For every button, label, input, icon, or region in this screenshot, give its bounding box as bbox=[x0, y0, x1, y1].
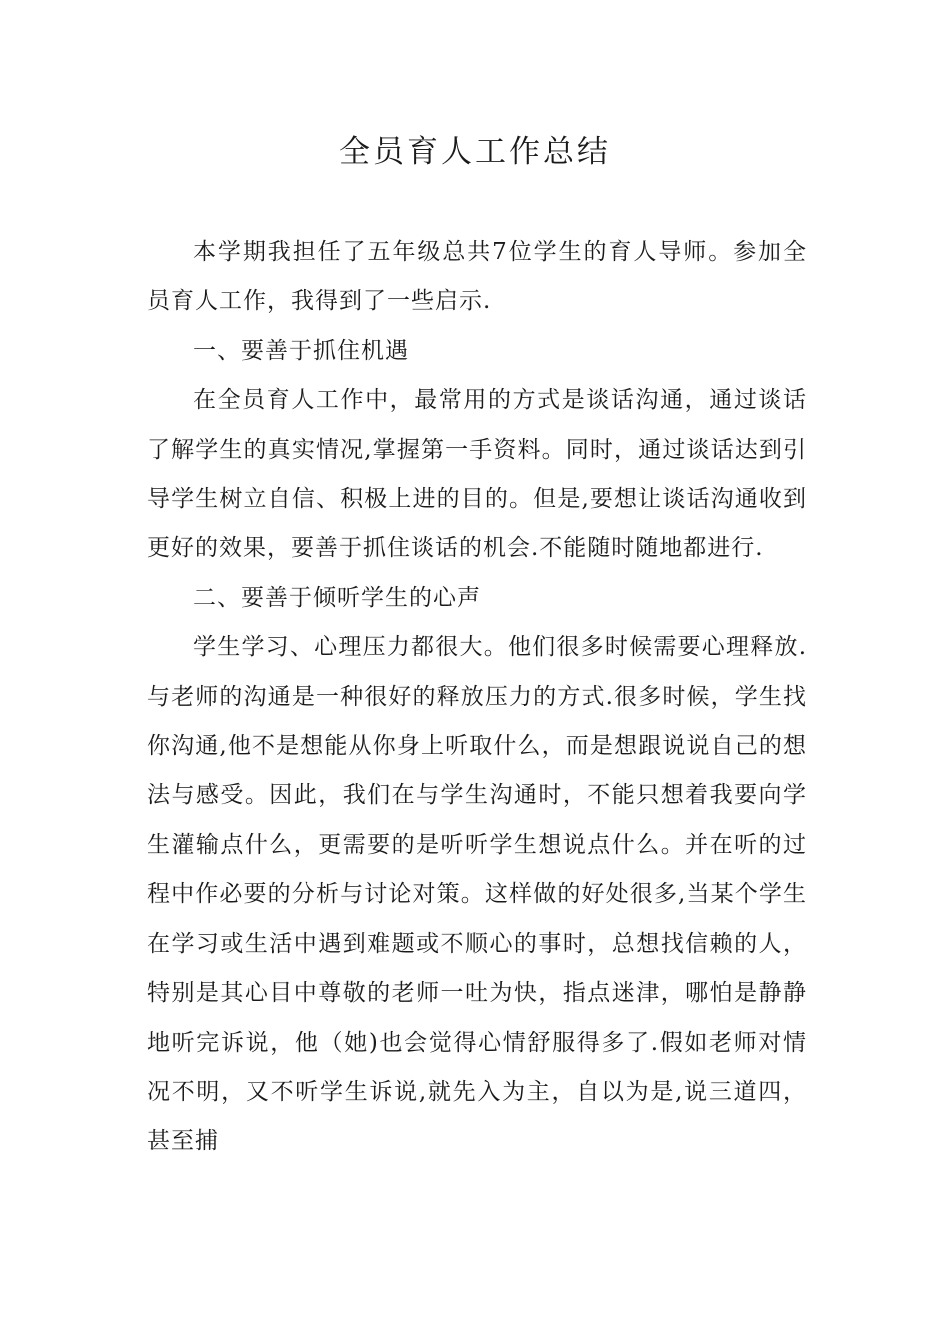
document-title: 全员育人工作总结 bbox=[339, 134, 611, 170]
section-heading-2: 二、要善于倾听学生的心声 bbox=[193, 584, 481, 611]
paragraph-intro: 本学期我担任了五年级总共7位学生的育人导师。参加全员育人工作，我得到了一些启示. bbox=[147, 239, 807, 315]
paragraph-section-1: 在全员育人工作中，最常用的方式是谈话沟通，通过谈话了解学生的真实情况,掌握第一手资料。同时，通过谈话达到引导学生树立自信、积极上进的目的。但是,要想让谈话沟通收到更好的效果，要善于抓住谈话的机会.不能随时随地都进行. bbox=[147, 387, 807, 562]
paragraph-section-2: 学生学习、心理压力都很大。他们很多时候需要心理释放.与老师的沟通是一种很好的释放压力的方式.很多时候，学生找你沟通,他不是想能从你身上听取什么，而是想跟说说自己的想法与感受。因此，我们在与学生沟通时，不能只想着我要向学生灌输点什么，更需要的是听听学生想说点什么。并在听的过程中作必要的分析与讨论对策。这样做的好处很多,当某个学生在学习或生活中遇到难题或不顺心的事时，总想找信赖的人，特别是其心目中尊敬的老师一吐为快，指点迷津，哪怕是静静地听完诉说，他（她)也会觉得心情舒服得多了.假如老师对情况不明，又不听学生诉说,就先入为主，自以为是,说三道四，甚至捕 bbox=[147, 634, 807, 1155]
section-heading-1: 一、要善于抓住机遇 bbox=[193, 337, 409, 364]
document-body bbox=[147, 228, 807, 1167]
